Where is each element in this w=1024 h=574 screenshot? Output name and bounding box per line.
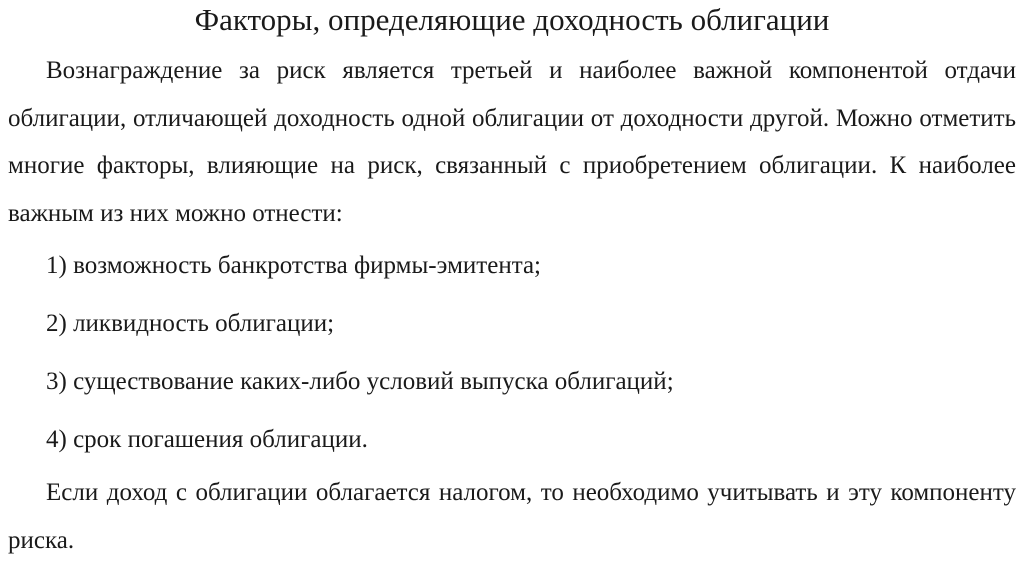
- list-item: 3) существование каких-либо условий выпуска облигаций;: [46, 368, 674, 395]
- closing-paragraph: Если доход с облигации облагается налогом, то необходимо учитывать и эту компоненту риска.: [8, 479, 1016, 554]
- list-item: 4) срок погашения облигации.: [46, 426, 368, 453]
- list-item: 1) возможность банкротства фирмы-эмитента;: [46, 252, 541, 279]
- page-title: Факторы, определяющие доходность облигации: [194, 2, 830, 37]
- risk-factors-list: [8, 237, 1016, 469]
- list-item: 2) ликвидность облигации;: [46, 310, 335, 337]
- intro-paragraph: Вознаграждение за риск является третьей и наиболее важной компонентой отдачи облигации, отличающей доходность одной облигации от доходности другой. Можно отметить многие факторы, влияющие на риск, связанный с приобретением облигации. К наиболее важным из них можно отнести:: [8, 57, 1016, 227]
